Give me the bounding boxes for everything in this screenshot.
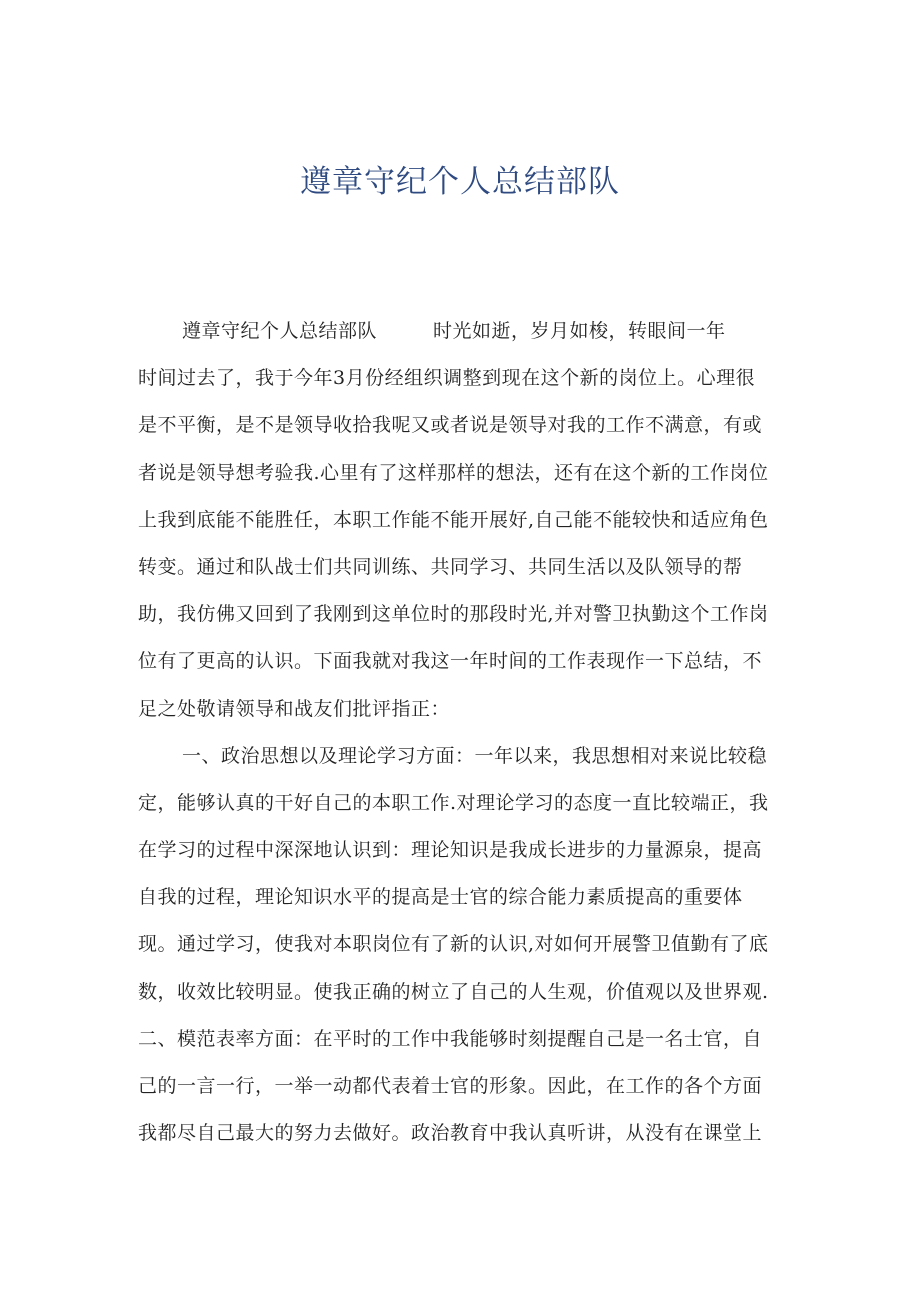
text-line: 足之处敬请领导和战友们批评指正： xyxy=(138,697,451,720)
text-line: 数，收效比较明显。使我正确的树立了自己的人生观，价值观以及世界观. xyxy=(138,980,769,1003)
document-body xyxy=(138,308,798,1157)
text-line: 己的一言一行，一举一动都代表着士官的形象。因此，在工作的各个方面 xyxy=(138,1075,763,1097)
text-line: 助，我仿佛又回到了我刚到这单位时的那段时光,并对警卫执勤这个工作岗 xyxy=(138,603,769,626)
lead-heading: 遵章守纪个人总结部队 xyxy=(182,320,378,342)
section-heading-line: 二、模范表率方面：在平时的工作中我能够时刻提醒自己是一名士官，自 xyxy=(138,1027,763,1050)
lead-text: 时光如逝，岁月如梭，转眼间一年 xyxy=(433,320,726,342)
text-line: 者说是领导想考验我.心里有了这样那样的想法，还有在这个新的工作岗位 xyxy=(138,461,769,484)
text-line: 我都尽自己最大的努力去做好。政治教育中我认真听讲，从没有在课堂上 xyxy=(138,1122,763,1145)
document-title: 遵章守纪个人总结部队 xyxy=(300,164,620,200)
lead-line xyxy=(138,308,798,355)
text-line: 位有了更高的认识。下面我就对我这一年时间的工作表现作一下总结，不 xyxy=(138,650,763,673)
text-line: 在学习的过程中深深地认识到：理论知识是我成长进步的力量源泉，提高 xyxy=(138,839,763,862)
text-line: 上我到底能不能胜任，本职工作能不能开展好,自己能不能较快和适应角色 xyxy=(138,508,769,531)
text-line: 时间过去了，我于今年3月份经组织调整到现在这个新的岗位上。心理很 xyxy=(138,367,756,390)
text-line: 是不平衡，是不是领导收拾我呢又或者说是领导对我的工作不满意，有或 xyxy=(138,414,763,437)
text-line: 定，能够认真的干好自己的本职工作.对理论学习的态度一直比较端正，我 xyxy=(138,791,769,814)
text-line: 转变。通过和队战士们共同训练、共同学习、共同生活以及队领导的帮 xyxy=(138,555,743,578)
section-heading-line: 一、政治思想以及理论学习方面：一年以来，我思想相对来说比较稳 xyxy=(182,744,768,767)
text-line: 现。通过学习，使我对本职岗位有了新的认识,对如何开展警卫值勤有了底 xyxy=(138,933,769,956)
text-line: 自我的过程，理论知识水平的提高是士官的综合能力素质提高的重要体 xyxy=(138,886,743,909)
